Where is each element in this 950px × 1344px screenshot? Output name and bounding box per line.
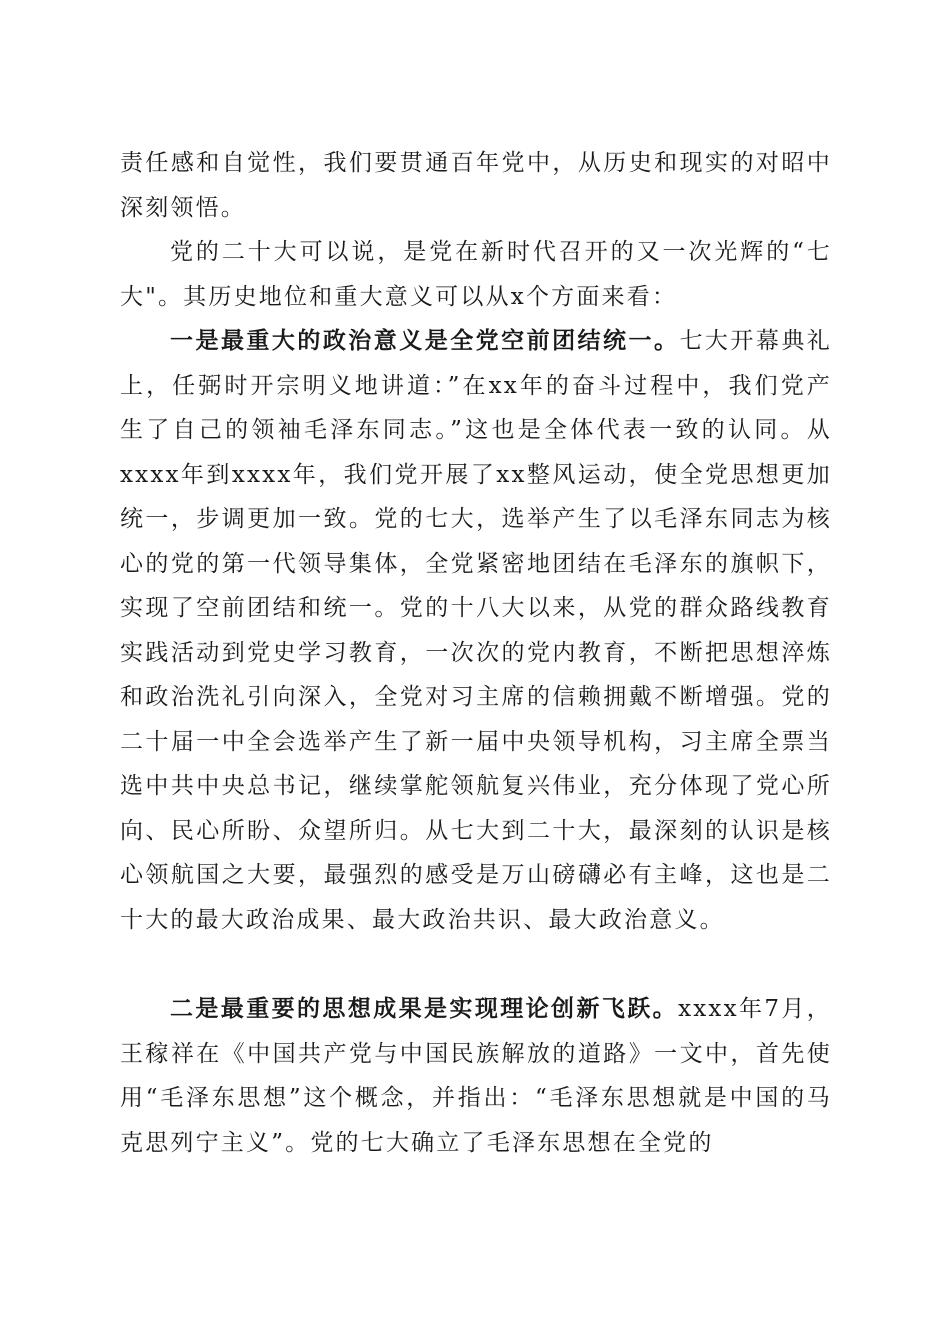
paragraph-heading: 一是最重大的政治意义是全党空前团结统一。	[170, 327, 680, 354]
paragraph-continuation	[120, 141, 832, 230]
paragraph-text: 责任感和自觉性，我们要贯通百年党中，从历史和现实的对昭中深刻领悟。	[120, 150, 832, 221]
paragraph-heading: 二是最重要的思想成果是实现理论创新飞跃。	[170, 995, 679, 1022]
paragraph-text: 七大开幕典礼上，任弼时开宗明义地讲道：”在xx年的奋斗过程中，我们党产生了自己的领袖毛泽东同志。”这也是全体代表一致的认同。从xxxx年到xxxx年，我们党开展了xx整风运动，使全党思想更加统一，步调更加一致。党的七大，选举产生了以毛泽东同志为核心的党的第一代领导集体，全党紧密地团结在毛泽东的旗帜下，实现了空前团结和统一。党的十八大以来，从党的群众路线教育实践活动到党史学习教育，一次次的党内教育，不断把思想淬炼和政治洗礼引向深入，全党对习主席的信赖拥戴不断增强。党的二十届一中全会选举产生了新一届中央领导机构，习主席全票当选中共中央总书记，继续掌舵领航复兴伟业，充分体现了党心所向、民心所盼、众望所归。从七大到二十大，最深刻的认识是核心领航国之大要，最强烈的感受是万山磅礴必有主峰，这也是二十大的最大政治成果、最大政治共识、最大政治意义。	[120, 328, 832, 933]
paragraph-point-two	[120, 987, 832, 1165]
paragraph-text: 党的二十大可以说，是党在新时代召开的又一次光辉的“七大"。其历史地位和重大意义可以从x个方面来看：	[120, 239, 832, 310]
paragraph-intro	[120, 230, 832, 319]
paragraph-text: xxxx年7月，王稼祥在《中国共产党与中国民族解放的道路》一文中，首先使用“毛泽东思想”这个概念，并指出：“毛泽东思想就是中国的马克思列宁主义”。党的七大确立了毛泽东思想在全党的	[120, 996, 832, 1156]
paragraph-point-one	[120, 319, 832, 942]
